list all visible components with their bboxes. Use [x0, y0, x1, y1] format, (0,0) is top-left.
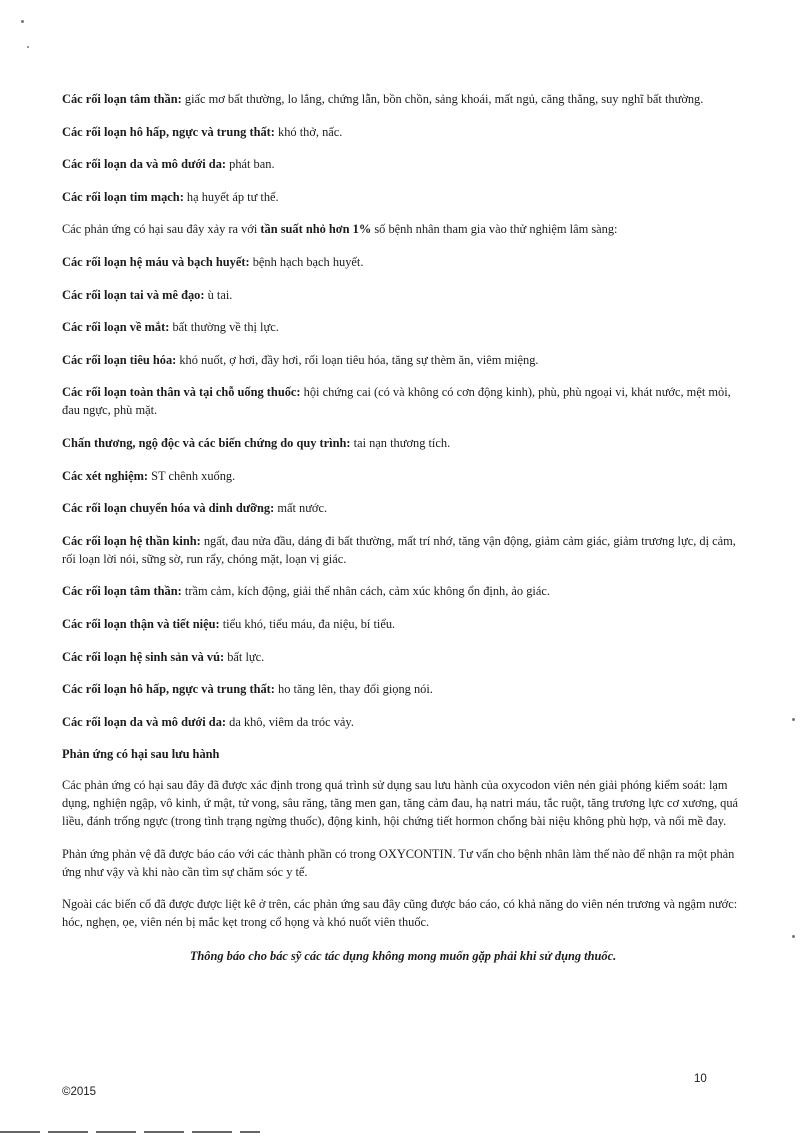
section-ear: Các rối loạn tai và mê đạo: ù tai. — [62, 287, 233, 302]
section-injury: Chấn thương, ngộ độc và các biến chứng do quy trình: tai nạn thương tích. — [62, 435, 451, 450]
page-number: 10 — [694, 1073, 707, 1085]
section-renal: Các rối loạn thận và tiết niệu: tiểu khó, tiểu máu, đa niệu, bí tiểu. — [62, 616, 396, 631]
scan-edge-line — [0, 1131, 800, 1133]
frequency-intro: Các phản ứng có hại sau đây xảy ra với tần suất nhỏ hơn 1% số bệnh nhân tham gia vào thử nghiệm lâm sàng: — [62, 222, 618, 237]
scan-speck — [21, 20, 24, 23]
doctor-notice: Thông báo cho bác sỹ các tác dụng không mong muốn gặp phải khi sử dụng thuốc. — [189, 949, 617, 964]
scan-speck — [792, 935, 795, 938]
scan-speck — [792, 718, 795, 721]
swelling-paragraph: Ngoài các biến cố đã được được liệt kê ở trên, các phản ứng sau đây cũng được báo cáo, có khả năng do viên nén trương và ngậm nước: hóc, nghẹn, ọe, viên nén bị mắc kẹt trong cổ họng và khó nuốt viên thuốc. — [62, 897, 738, 930]
copyright: ©2015 — [62, 1086, 97, 1098]
section-respiratory-1: Các rối loạn hô hấp, ngực và trung thất: khó thở, nấc. — [62, 124, 343, 139]
anaphylaxis-paragraph: Phản ứng phản vệ đã được báo cáo với các thành phần có trong OXYCONTIN. Tư vấn cho bệnh nhân làm thế nào để nhận ra một phản ứng như vậy và khi nào cần tìm sự chăm sóc y tế. — [62, 846, 735, 879]
section-eye: Các rối loạn về mắt: bất thường về thị lực. — [62, 320, 279, 335]
postmarketing-heading: Phản ứng có hại sau lưu hành — [62, 747, 220, 762]
section-skin-2: Các rối loạn da và mô dưới da: da khô, viêm da tróc vảy. — [62, 714, 354, 729]
section-general: Các rối loạn toàn thân và tại chỗ uống thuốc: hội chứng cai (có và không có cơn động kinh), phù, phù ngoại vi, khát nước, mệt mỏi, đau ngực, phù mặt. — [62, 385, 731, 418]
section-blood-lymph: Các rối loạn hệ máu và bạch huyết: bệnh hạch bạch huyết. — [62, 254, 364, 269]
section-reproductive: Các rối loạn hệ sinh sản và vú: bất lực. — [62, 649, 265, 664]
scan-speck — [27, 46, 29, 48]
section-metabolism: Các rối loạn chuyển hóa và dinh dưỡng: mất nước. — [62, 501, 328, 516]
section-cardiovascular: Các rối loạn tim mạch: hạ huyết áp tư thế. — [62, 189, 279, 204]
section-respiratory-2: Các rối loạn hô hấp, ngực và trung thất: ho tăng lên, thay đổi giọng nói. — [62, 682, 433, 697]
section-investigations: Các xét nghiệm: ST chênh xuống. — [62, 468, 236, 483]
section-gastro: Các rối loạn tiêu hóa: khó nuốt, ợ hơi, đầy hơi, rối loạn tiêu hóa, tăng sự thèm ăn, viêm miệng. — [62, 352, 539, 367]
postmarketing-paragraph: Các phản ứng có hại sau đây đã được xác định trong quá trình sử dụng sau lưu hành của oxycodon viên nén giải phóng kiểm soát: lạm dụng, nghiện ngập, vô kinh, ứ mật, tử vong, sâu răng, tăng men gan, tăng cảm đau, hạ natri máu, tắc ruột, tăng trương lực cơ xương, quá liều, đánh trống ngực (trong tình trạng ngừng thuốc), động kinh, hội chứng tiết hormon chống bài niệu không phù hợp, và nổi mề đay. — [62, 778, 739, 829]
document-body — [62, 90, 744, 965]
section-skin-1: Các rối loạn da và mô dưới da: phát ban. — [62, 157, 275, 172]
section-psychiatric-1: Các rối loạn tâm thần: giấc mơ bất thường, lo lắng, chứng lẫn, bồn chồn, sảng khoái, mất ngủ, căng thẳng, suy nghĩ bất thường. — [62, 92, 704, 106]
section-psychiatric-2: Các rối loạn tâm thần: trầm cảm, kích động, giải thể nhân cách, cảm xúc không ổn định, ảo giác. — [62, 584, 550, 599]
section-nervous: Các rối loạn hệ thần kinh: ngất, đau nửa đầu, dáng đi bất thường, mất trí nhớ, tăng vận động, giảm cảm giác, giảm trương lực, dị cảm, rối loạn lời nói, sững sờ, run rẩy, chóng mặt, loạn vị giác. — [62, 533, 736, 566]
